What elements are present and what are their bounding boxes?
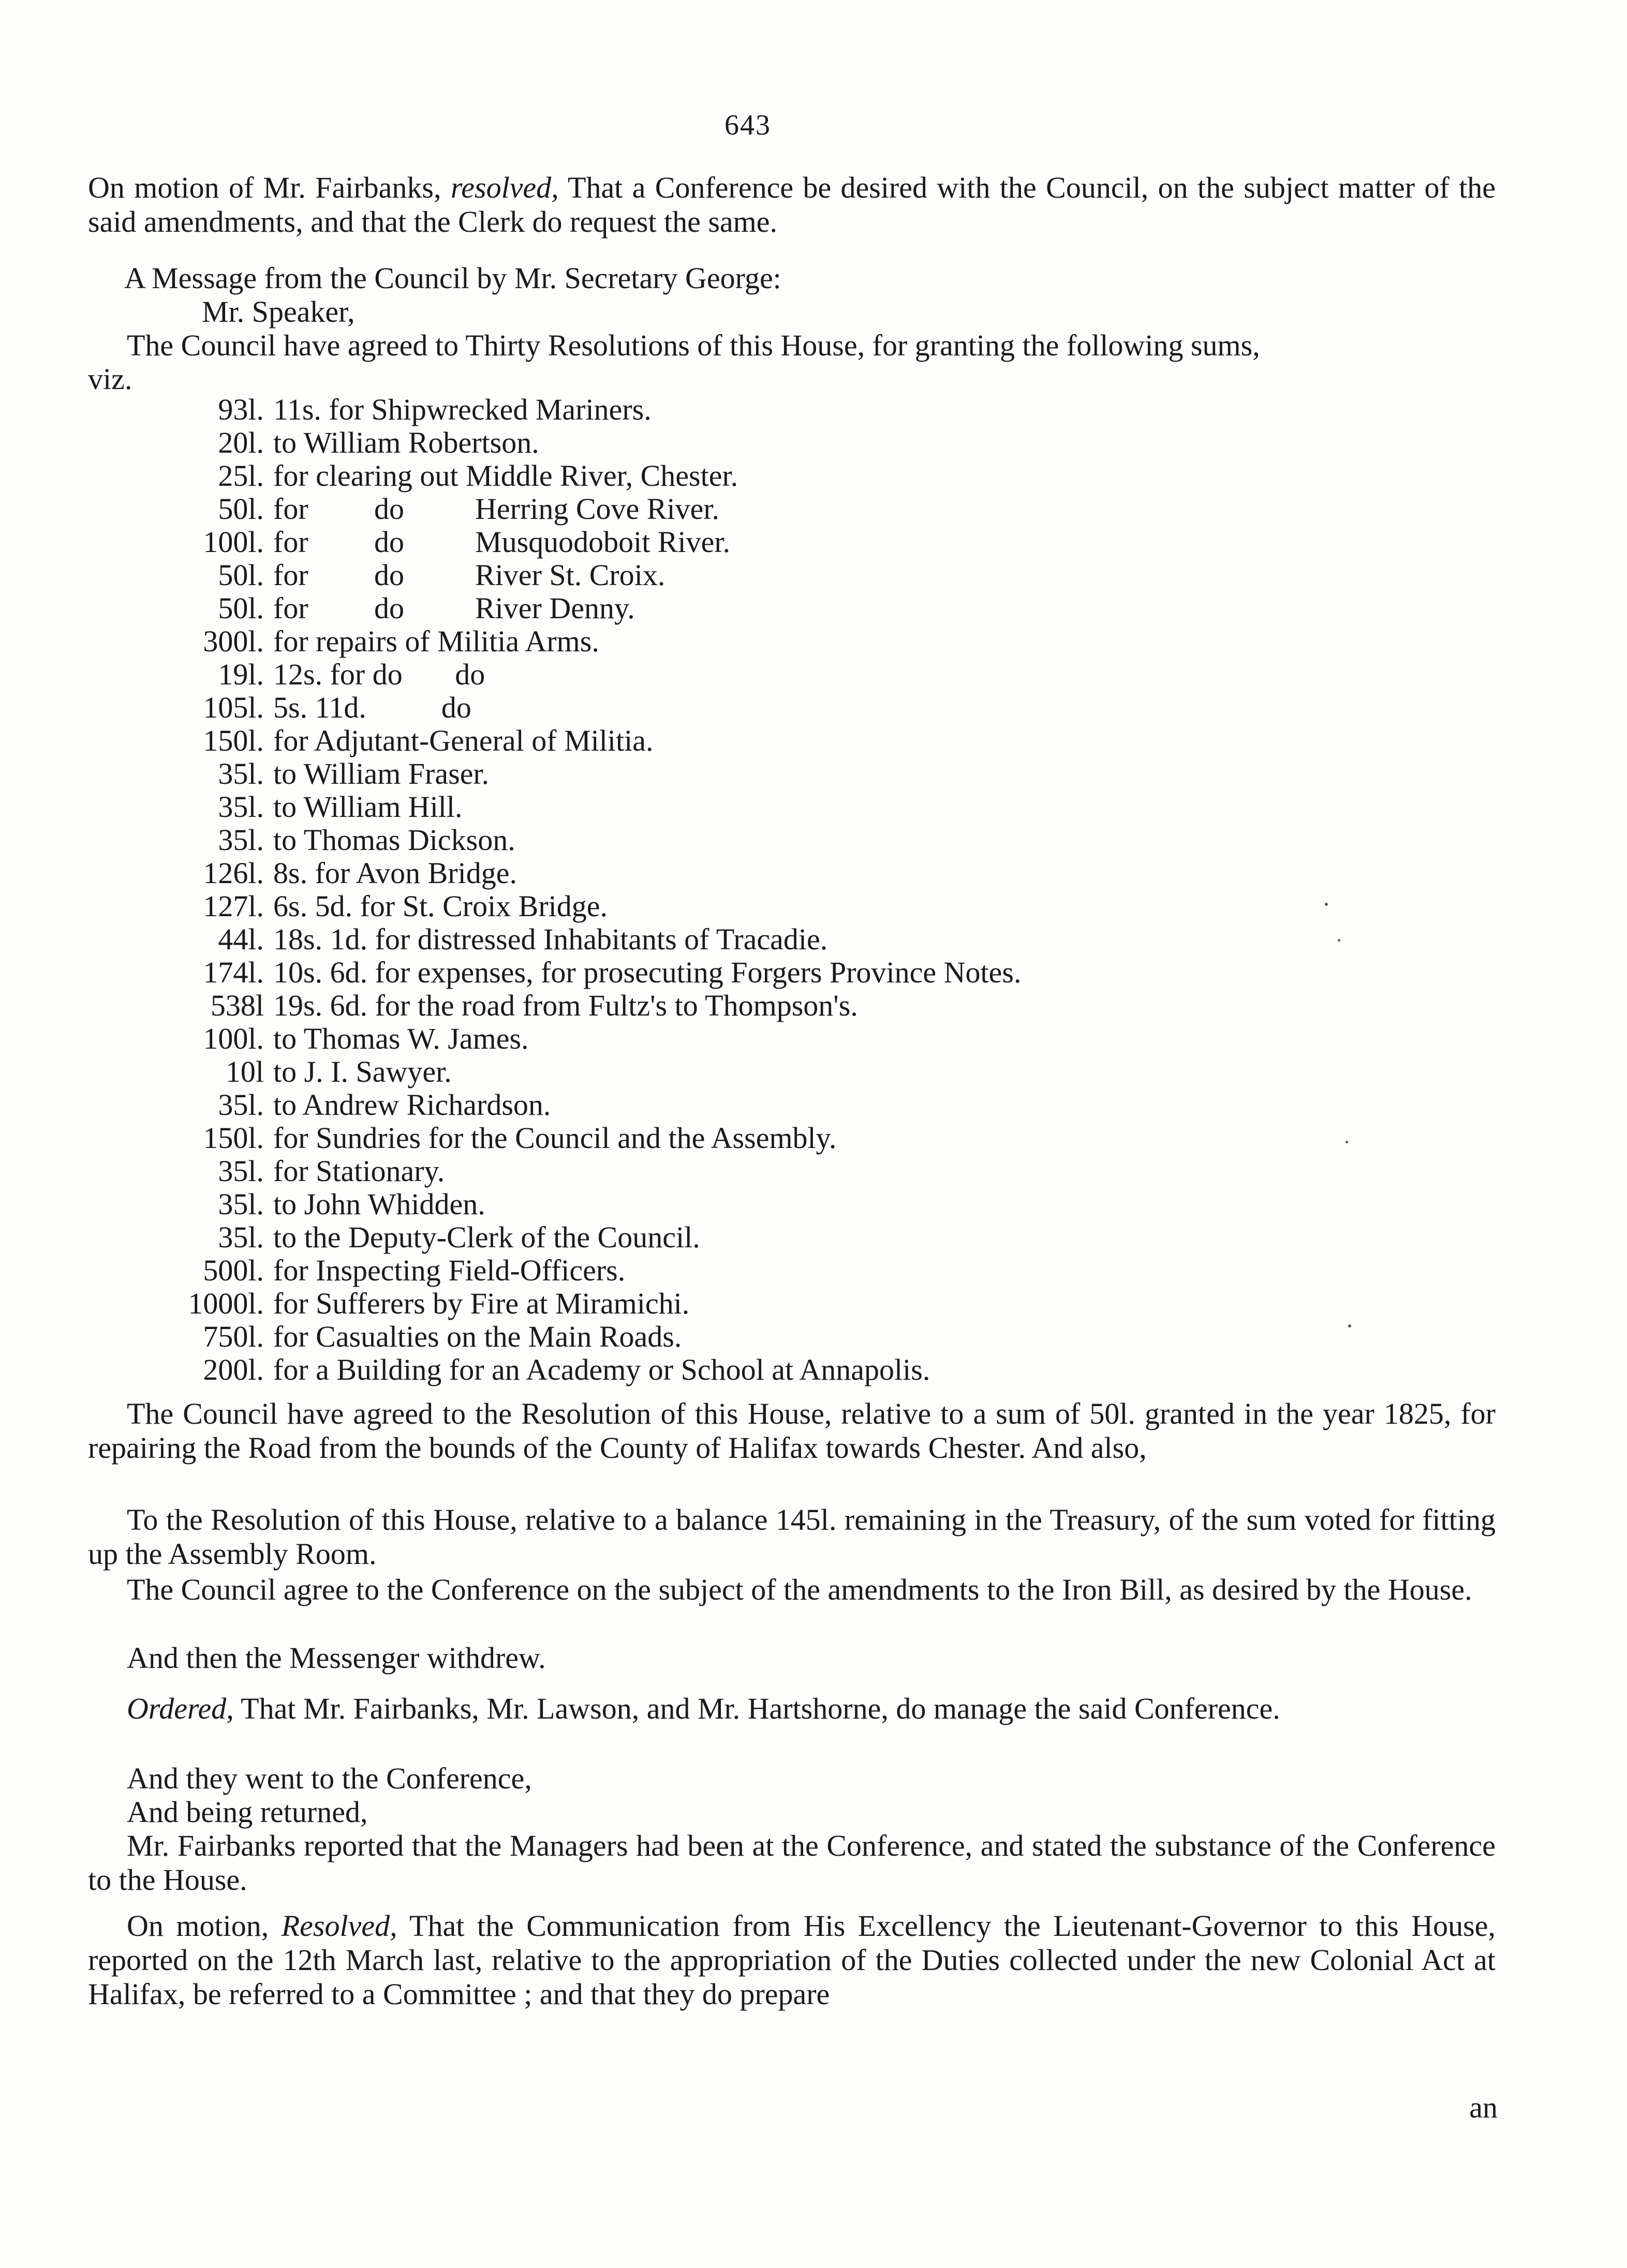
grant-row [135, 989, 858, 1022]
grant-description: for repairs of Militia Arms. [273, 624, 599, 658]
grant-description: 12s. for do do [273, 658, 485, 691]
grant-row [135, 625, 599, 658]
ink-speck [1348, 1324, 1351, 1327]
grant-row [135, 956, 1021, 989]
grant-row [135, 824, 515, 857]
grant-description: for Casualties on the Main Roads. [273, 1320, 682, 1353]
grant-description: 8s. for Avon Bridge. [273, 856, 517, 890]
grant-amount: 1000l. [188, 1287, 264, 1320]
grant-row [135, 426, 539, 459]
grant-description: for Adjutant-General of Militia. [273, 724, 654, 757]
grant-amount: 35l. [218, 790, 264, 824]
grant-amount: 44l. [218, 922, 264, 956]
grant-description: to John Whidden. [273, 1187, 485, 1221]
ordered-label: Ordered, [127, 1692, 234, 1725]
grant-amount: 50l. [218, 558, 264, 592]
grant-row [135, 890, 608, 923]
grant-amount: 538l [210, 989, 264, 1022]
salutation: Mr. Speaker, [202, 295, 355, 329]
grant-row [135, 691, 471, 724]
grant-row [135, 1254, 625, 1287]
grant-description: for Sundries for the Council and the Assembly. [273, 1121, 837, 1155]
motion-fairbanks-resolved: resolved, [450, 171, 559, 204]
grant-ditto: do [374, 591, 404, 625]
grant-amount: 150l. [203, 1121, 264, 1155]
iron-bill-paragraph: The Council agree to the Conference on the subject of the amendments to the Iron Bill, as desired by the House. [127, 1573, 1472, 1606]
grant-amount: 20l. [218, 426, 264, 459]
grant-destination: Herring Cove River. [475, 492, 719, 526]
grant-amount: 100l. [203, 525, 264, 559]
grant-ditto: do [374, 525, 404, 559]
grant-description: for Inspecting Field-Officers. [273, 1254, 626, 1287]
grant-row [135, 592, 635, 625]
grant-description: to the Deputy-Clerk of the Council. [273, 1220, 700, 1254]
grant-row [135, 857, 517, 890]
grant-row [135, 493, 719, 526]
motion-fairbanks-pre: On motion of Mr. Fairbanks, [88, 171, 451, 204]
grant-destination: Musquodoboit River. [475, 525, 731, 559]
grant-amount: 150l. [203, 724, 264, 757]
grant-description: 11s. for Shipwrecked Mariners. [273, 393, 652, 426]
grant-row [135, 923, 827, 956]
grant-row [135, 1155, 445, 1188]
grant-row [135, 1122, 836, 1155]
grant-row [135, 1188, 485, 1221]
being-returned: And being returned, [127, 1795, 368, 1829]
grant-amount: 50l. [218, 492, 264, 526]
grant-amount: 300l. [203, 624, 264, 658]
grant-amount: 750l. [203, 1320, 264, 1353]
grant-row [135, 559, 665, 592]
motion-communication-paragraph [88, 1909, 1496, 2011]
grant-amount: 126l. [203, 856, 264, 890]
grant-amount: 35l. [218, 1088, 264, 1122]
grant-row [135, 1055, 452, 1088]
grant-description: 19s. 6d. for the road from Fultz's to Thompson's. [273, 989, 858, 1022]
grant-description: 6s. 5d. for St. Croix Bridge. [273, 889, 608, 923]
grant-description: 18s. 1d. for distressed Inhabitants of Tracadie. [273, 922, 828, 956]
grant-row [135, 459, 738, 493]
grant-for: for [273, 558, 308, 592]
grant-description: to J. I. Sawyer. [273, 1055, 452, 1088]
motion-communication-resolved: Resolved, [281, 1909, 397, 1943]
grant-for: for [273, 591, 308, 625]
ordered-text: That Mr. Fairbanks, Mr. Lawson, and Mr. Hartshorne, do manage the said Conference. [233, 1692, 1280, 1725]
grant-amount: 35l. [218, 1154, 264, 1188]
motion-fairbanks-paragraph [88, 171, 1496, 239]
grant-description: for clearing out Middle River, Chester. [273, 459, 738, 493]
grant-description: to William Robertson. [273, 426, 539, 459]
viz-label: viz. [88, 362, 132, 396]
grant-description: 5s. 11d. do [273, 691, 471, 724]
messenger-withdrew: And then the Messenger withdrew. [127, 1641, 546, 1675]
grant-amount: 35l. [218, 757, 264, 790]
grant-for: for [273, 492, 308, 526]
grant-row [135, 790, 463, 824]
went-to-conference: And they went to the Conference, [127, 1762, 532, 1795]
grant-amount: 10l [225, 1055, 264, 1088]
grant-amount: 35l. [218, 1187, 264, 1221]
grant-amount: 100l. [203, 1022, 264, 1055]
resolution-145-paragraph: To the Resolution of this House, relative to a balance 145l. remaining in the Treasury, of the sum voted for fitting up the Assembly Room. [88, 1503, 1496, 1571]
fairbanks-reported-paragraph: Mr. Fairbanks reported that the Managers had been at the Conference, and stated the substance of the Conference to the House. [88, 1829, 1496, 1897]
catchword: an [1469, 2091, 1498, 2124]
grant-ditto: do [374, 558, 404, 592]
grant-amount: 127l. [203, 889, 264, 923]
grant-description: for Stationary. [273, 1154, 445, 1188]
grant-destination: River St. Croix. [475, 558, 665, 592]
council-resolution-50-paragraph: The Council have agreed to the Resolution of this House, relative to a sum of 50l. granted in the year 1825, for repairing the Road from the bounds of the County of Halifax towards Chester. And also, [88, 1397, 1496, 1465]
grant-amount: 200l. [203, 1353, 264, 1386]
grant-row [135, 1320, 682, 1353]
grant-for: for [273, 525, 308, 559]
motion-communication-post: That the Communication from His Excellency the Lieutenant-Governor to this House, reported on the 12th March last, relative to the appropriation of the Duties collected under the new Colonial Act at Halifax, be referred to a Committee ; and that they do prepare [88, 1909, 1496, 2011]
ink-speck [1338, 939, 1340, 942]
grant-amount: 174l. [203, 956, 264, 989]
grant-description: to William Fraser. [273, 757, 490, 790]
grant-row [135, 1088, 551, 1122]
grant-row [135, 1353, 930, 1386]
grant-description: to Thomas W. James. [273, 1022, 529, 1055]
grant-destination: River Denny. [475, 591, 635, 625]
motion-communication-pre: On motion, [127, 1909, 282, 1943]
grant-amount: 93l. [218, 393, 264, 426]
grant-amount: 50l. [218, 591, 264, 625]
grant-ditto: do [374, 492, 404, 526]
grant-amount: 35l. [218, 823, 264, 857]
ink-speck [1345, 1141, 1348, 1143]
grant-amount: 35l. [218, 1220, 264, 1254]
grant-description: to William Hill. [273, 790, 463, 824]
grant-row [135, 724, 653, 757]
motion-fairbanks-post: That a Conference be desired with the Council, on the subject matter of the said amendments, and that the Clerk do request the same. [88, 171, 1496, 238]
grant-row [135, 1221, 700, 1254]
grant-row [135, 1022, 529, 1055]
grant-description: for Sufferers by Fire at Miramichi. [273, 1287, 690, 1320]
grant-description: for a Building for an Academy or School at Annapolis. [273, 1353, 930, 1386]
grant-row [135, 526, 730, 559]
grant-row [135, 757, 489, 790]
grant-amount: 500l. [203, 1254, 264, 1287]
grant-row [135, 393, 652, 426]
grant-row [135, 1287, 689, 1320]
council-agreed-line: The Council have agreed to Thirty Resolutions of this House, for granting the following sums, [127, 329, 1260, 362]
message-intro: A Message from the Council by Mr. Secretary George: [124, 261, 781, 295]
grant-description: to Andrew Richardson. [273, 1088, 551, 1122]
grant-description: 10s. 6d. for expenses, for prosecuting Forgers Province Notes. [273, 956, 1022, 989]
page-number: 643 [724, 109, 771, 141]
grant-amount: 19l. [218, 658, 264, 691]
grant-row [135, 658, 485, 691]
ink-speck [1325, 903, 1328, 906]
grant-amount: 25l. [218, 459, 264, 493]
grant-amount: 105l. [203, 691, 264, 724]
ordered-paragraph [88, 1692, 1496, 1726]
grant-description: to Thomas Dickson. [273, 823, 515, 857]
